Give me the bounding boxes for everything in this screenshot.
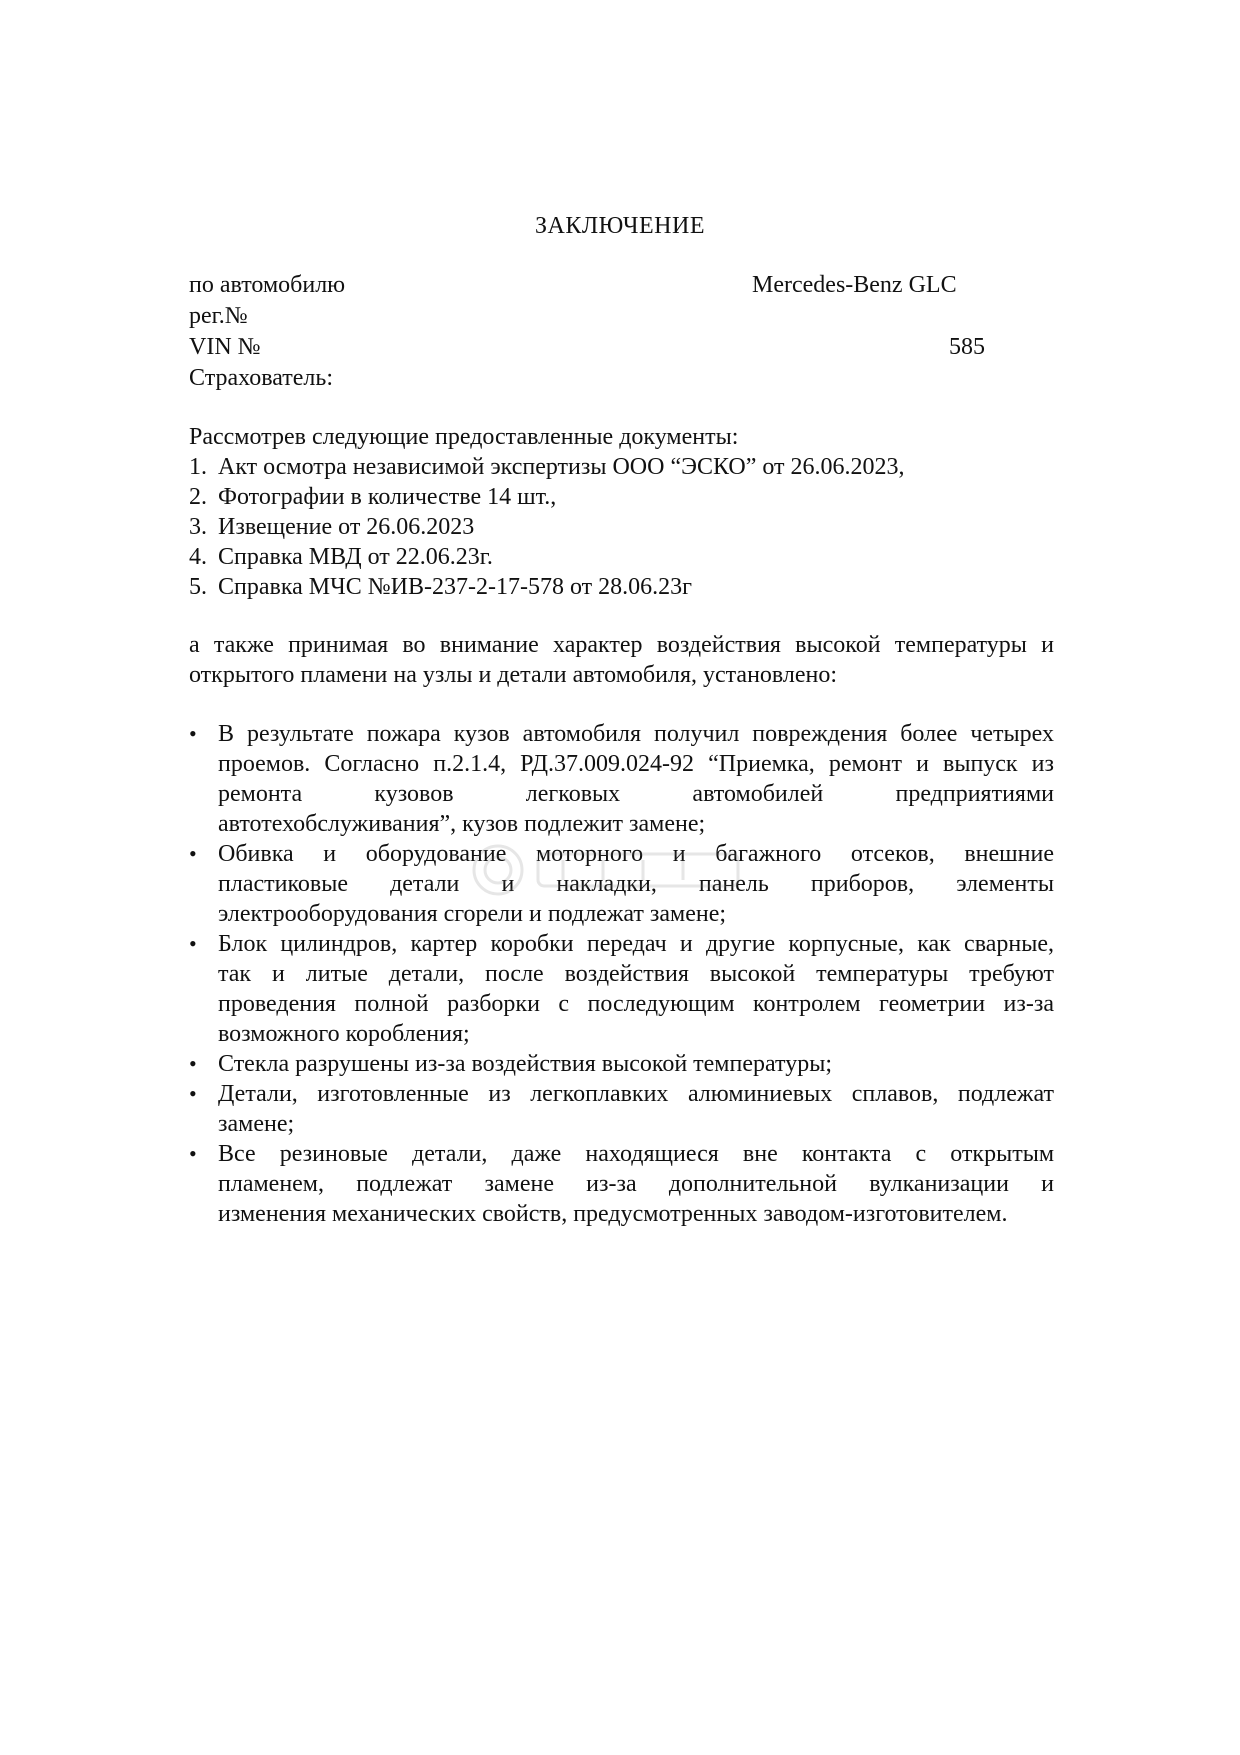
finding-line: пластиковые детали и накладки, панель приборов, элементы bbox=[218, 871, 1054, 897]
finding-line: пламенем, подлежат замене из-за дополнительной вулканизации и bbox=[218, 1171, 1054, 1197]
document-item bbox=[189, 452, 1069, 482]
document-number: 2. bbox=[189, 484, 207, 510]
bullet-icon: • bbox=[189, 841, 197, 866]
insured-row bbox=[189, 363, 1069, 394]
vehicle-value: Mercedes-Benz GLC bbox=[752, 272, 957, 298]
finding-item bbox=[189, 719, 1054, 839]
document-number: 1. bbox=[189, 454, 207, 480]
finding-line: замене; bbox=[218, 1111, 295, 1137]
consideration-paragraph bbox=[189, 630, 1054, 690]
vehicle-row bbox=[189, 270, 1069, 301]
finding-line: ремонта кузовов легковых автомобилей предприятиями bbox=[218, 781, 1054, 807]
reg-label: рег.№ bbox=[189, 303, 248, 329]
paragraph-line: а также принимая во внимание характер воздействия высокой температуры и bbox=[189, 632, 1054, 658]
vin-value: 585 bbox=[949, 334, 985, 360]
document-item bbox=[189, 572, 1069, 602]
document-text: Извещение от 26.06.2023 bbox=[218, 514, 475, 540]
document-title: ЗАКЛЮЧЕНИЕ bbox=[535, 213, 705, 239]
document-number: 3. bbox=[189, 514, 207, 540]
document-item bbox=[189, 542, 1069, 572]
finding-line: Блок цилиндров, картер коробки передач и другие корпусные, как сварные, bbox=[218, 931, 1054, 957]
finding-line: изменения механических свойств, предусмотренных заводом-изготовителем. bbox=[218, 1201, 1008, 1227]
bullet-icon: • bbox=[189, 1081, 197, 1106]
finding-line: возможного коробления; bbox=[218, 1021, 470, 1047]
document-text: Акт осмотра независимой экспертизы ООО “ЭСКО” от 26.06.2023, bbox=[218, 454, 905, 480]
bullet-icon: • bbox=[189, 1051, 197, 1076]
bullet-icon: • bbox=[189, 1141, 197, 1166]
documents-intro: Рассмотрев следующие предоставленные документы: bbox=[189, 424, 739, 450]
finding-line: проемов. Согласно п.2.1.4, РД.37.009.024-92 “Приемка, ремонт и выпуск из bbox=[218, 751, 1054, 777]
finding-item bbox=[189, 1139, 1054, 1229]
paragraph-line: открытого пламени на узлы и детали автомобиля, установлено: bbox=[189, 662, 838, 688]
document-item bbox=[189, 482, 1069, 512]
finding-item bbox=[189, 839, 1054, 929]
finding-line: Детали, изготовленные из легкоплавких алюминиевых сплавов, подлежат bbox=[218, 1081, 1054, 1107]
document-number: 5. bbox=[189, 574, 207, 600]
vehicle-label: по автомобилю bbox=[189, 272, 346, 298]
documents-section bbox=[189, 422, 1069, 602]
finding-item bbox=[189, 929, 1054, 1049]
vehicle-meta bbox=[189, 270, 1069, 394]
finding-line: так и литые детали, после воздействия высокой температуры требуют bbox=[218, 961, 1054, 987]
vin-row bbox=[189, 332, 1069, 363]
findings-list bbox=[189, 719, 1054, 1229]
document-text: Справка МВД от 22.06.23г. bbox=[218, 544, 493, 570]
finding-line: В результате пожара кузов автомобиля получил повреждения более четырех bbox=[218, 721, 1054, 747]
reg-row bbox=[189, 301, 1069, 332]
document-number: 4. bbox=[189, 544, 207, 570]
finding-line: Все резиновые детали, даже находящиеся вне контакта с открытым bbox=[218, 1141, 1054, 1167]
bullet-icon: • bbox=[189, 721, 197, 746]
finding-line: Обивка и оборудование моторного и багажного отсеков, внешние bbox=[218, 841, 1054, 867]
document-text: Справка МЧС №ИВ-237-2-17-578 от 28.06.23г bbox=[218, 574, 692, 600]
document-item bbox=[189, 512, 1069, 542]
document-text: Фотографии в количестве 14 шт., bbox=[218, 484, 557, 510]
finding-item bbox=[189, 1079, 1054, 1139]
finding-line: Стекла разрушены из-за воздействия высокой температуры; bbox=[218, 1051, 832, 1077]
vin-label: VIN № bbox=[189, 334, 261, 360]
finding-line: автотехобслуживания”, кузов подлежит замене; bbox=[218, 811, 706, 837]
bullet-icon: • bbox=[189, 931, 197, 956]
finding-line: проведения полной разборки с последующим контролем геометрии из-за bbox=[218, 991, 1054, 1017]
finding-item bbox=[189, 1049, 1054, 1079]
finding-line: электрооборудования сгорели и подлежат замене; bbox=[218, 901, 727, 927]
insured-label: Страхователь: bbox=[189, 365, 333, 391]
